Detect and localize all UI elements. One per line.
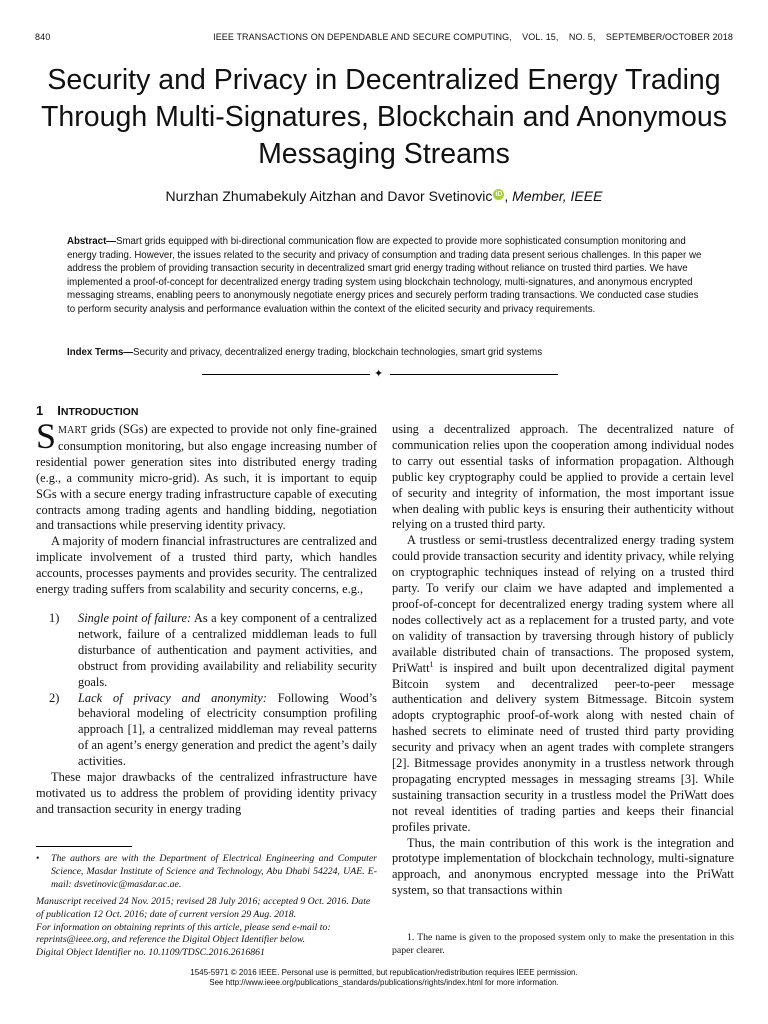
footnote-1-number: 1	[407, 932, 412, 943]
footnote-1	[392, 932, 734, 958]
abstract-text: Smart grids equipped with bi-directional communication flow are expected to provide more sophisticated consumption monitoring and energy trading. However, the issues related to the security and privacy of consumption and trading data present serious challenges. In this paper we address the problem of providing transaction security in decentralized smart grid energy trading without reliance on trusted third parties. We have implemented a proof-of-concept for decentralized energy trading system using blockchain technology, multi-signatures, and anonymous encrypted messaging streams, enabling peers to anonymously negotiate energy prices and securely perform trading transactions. We conducted case studies to perform security analysis and performance evaluation within the context of the elicited security and privacy requirements.	[67, 236, 702, 315]
right-column	[392, 422, 734, 899]
smallcaps-lead: MART	[58, 425, 88, 436]
index-terms-label: Index Terms—	[67, 347, 134, 358]
list-item	[36, 691, 377, 771]
abstract	[67, 235, 703, 317]
intro-paragraph-1	[36, 416, 377, 534]
divider-line-right	[390, 374, 558, 375]
right-paragraph-2	[392, 533, 734, 835]
intro-paragraph-3: These major drawbacks of the centralized infrastructure have motivated us to address the problem of providing identity privacy and transaction security in energy trading	[36, 770, 377, 816]
author-affiliation-text: The authors are with the Department of Electrical Engineering and Computer Science, Masdar Institute of Science and Technology, Abu Dhabi 54224, UAE. E-mail: dsvetinovic@masdar.ac.ae.	[51, 853, 377, 890]
author-affiliation-note	[36, 853, 377, 891]
manuscript-dates: Manuscript received 24 Nov. 2015; revised 28 July 2016; accepted 9 Oct. 2016. Date of publication 12 Oct. 2016; date of current version 29 Aug. 2018.	[36, 896, 371, 920]
author-line	[40, 188, 728, 204]
list-item	[36, 611, 377, 691]
dropcap: S	[36, 416, 57, 456]
index-terms	[67, 346, 707, 359]
list-item-text: As a key component of a centralized network, failure of a centralized middleman leads to full disturbance of authentication and payment activities, and obstruct from providing availability and reliability security goals.	[78, 610, 377, 689]
divider-diamond-icon: ✦	[374, 368, 384, 380]
paper-title: Security and Privacy in Decentralized Energy Trading Through Multi-Signatures, Blockchain and Anonymous Messaging Streams	[41, 64, 727, 170]
list-item-lead: Lack of privacy and anonymity:	[78, 690, 267, 705]
right-paragraph-1: using a decentralized approach. The decentralized nature of communication relies upon the cooperation among individual nodes to carry out essential tasks of information propagation. Although public key cryptography could be applied to provide a certain level of security and integrity of information, the most important issue when dealing with public keys is ensuring their authenticity without relying on a trusted third party.	[392, 422, 734, 532]
copyright-line-1: 1545-5971 © 2016 IEEE. Personal use is permitted, but republication/redistribution requires IEEE permission.	[190, 968, 578, 977]
concerns-list	[36, 611, 377, 770]
index-terms-text: Security and privacy, decentralized energy trading, blockchain technologies, smart grid systems	[133, 347, 543, 358]
footnote-marker[interactable]: 1	[429, 659, 434, 669]
abstract-label: Abstract—	[67, 236, 116, 247]
doi: Digital Object Identifier no. 10.1109/TDSC.2016.2616861	[36, 947, 265, 959]
left-column	[36, 416, 377, 818]
copyright-notice	[40, 968, 728, 987]
author-membership: Member, IEEE	[512, 188, 603, 204]
intro-paragraph-1-text: grids (SGs) are expected to provide not only fine-grained consumption monitoring, but also engage increasing number of residential power generation sites into distributed energy trading (e.g., a community micro-grid). As such, it is important to equip SGs with a secure energy trading infrastructure capable of executing contracts among trading agents and handling bidding, negotiation and transactions while preserving identity privacy.	[36, 422, 377, 533]
bullet: •	[36, 853, 40, 864]
section-number: 1	[36, 403, 44, 418]
intro-paragraph-2: A majority of modern financial infrastructures are centralized and implicate involvement of a trusted third party, which handles accounts, processes payments and provides security. The centralized energy trading suffers from scalability and security concerns, e.g.,	[36, 534, 377, 597]
right-paragraph-2a: A trustless or semi-trustless decentralized energy trading system could provide transaction security and identity privacy, while relying on cryptographic techniques instead of relying on a trusted third party. To verify our claim we have adapted and implemented a proof-of-concept for decentralized energy trading system where all nodes collectively act as a replacement for a trusted party, and vote on validity of transaction by traversing through history of publicly available distributed chain of transactions. The proposed system, PriWatt	[392, 533, 734, 675]
page-number: 840	[35, 32, 51, 42]
list-item-number: 2)	[49, 690, 60, 705]
author-names: Nurzhan Zhumabekuly Aitzhan and Davor Svetinovic	[165, 188, 493, 204]
orcid-icon[interactable]: iD	[495, 191, 503, 198]
reprints-note: For information on obtaining reprints of this article, please send e-mail to: reprints@ieee.org, and reference the Digital Object Identifier below.	[36, 921, 331, 946]
copyright-line-2: See http://www.ieee.org/publications_standards/publications/rights/index.html for more information.	[209, 977, 559, 987]
running-head	[35, 32, 733, 46]
manuscript-info	[36, 896, 377, 960]
list-item-text: Following Wood’s behavioral modeling of electricity consumption profiling approach [1], a centralized middleman may reveal patterns of an agent’s energy generation and predict the agent’s daily activities.	[78, 690, 377, 769]
journal-header: IEEE TRANSACTIONS ON DEPENDABLE AND SECURE COMPUTING, VOL. 15, NO. 5, SEPTEMBER/OCTOBER 2018	[213, 32, 733, 42]
section-divider	[202, 368, 558, 380]
section-title-rest: NTRODUCTION	[60, 406, 139, 418]
author-separator: ,	[504, 188, 513, 204]
list-item-lead: Single point of failure:	[78, 610, 192, 625]
right-paragraph-2b: is inspired and built upon decentralized digital payment Bitcoin system and decentralized peer-to-peer message authentication and delivery system Bitmessage. Bitcoin system adopts cryptographic proof-of-work along with nested chain of hashed secrets to eliminate need of trusted third party providing security and privacy when an agent trades with complete strangers [2]. Bitmessage provides anonymity in a trustless network through propagating encrypted messages in messaging streams [3]. While sustaining transaction security in a trustless model the PriWatt does not reveal identities of trading parties and keeps their financial profiles private.	[392, 660, 734, 834]
right-paragraph-3: Thus, the main contribution of this work is the integration and prototype implementation of blockchain technology, multi-signature approach, and anonymous encrypted message into the PriWatt system, so that transactions within	[392, 835, 734, 898]
footnote-1-text: . The name is given to the proposed system only to make the presentation in this paper clearer.	[392, 932, 734, 956]
section-title-initial: I	[57, 403, 61, 418]
divider-line-left	[202, 374, 370, 375]
list-item-number: 1)	[49, 610, 60, 625]
footnote-rule	[36, 846, 132, 847]
